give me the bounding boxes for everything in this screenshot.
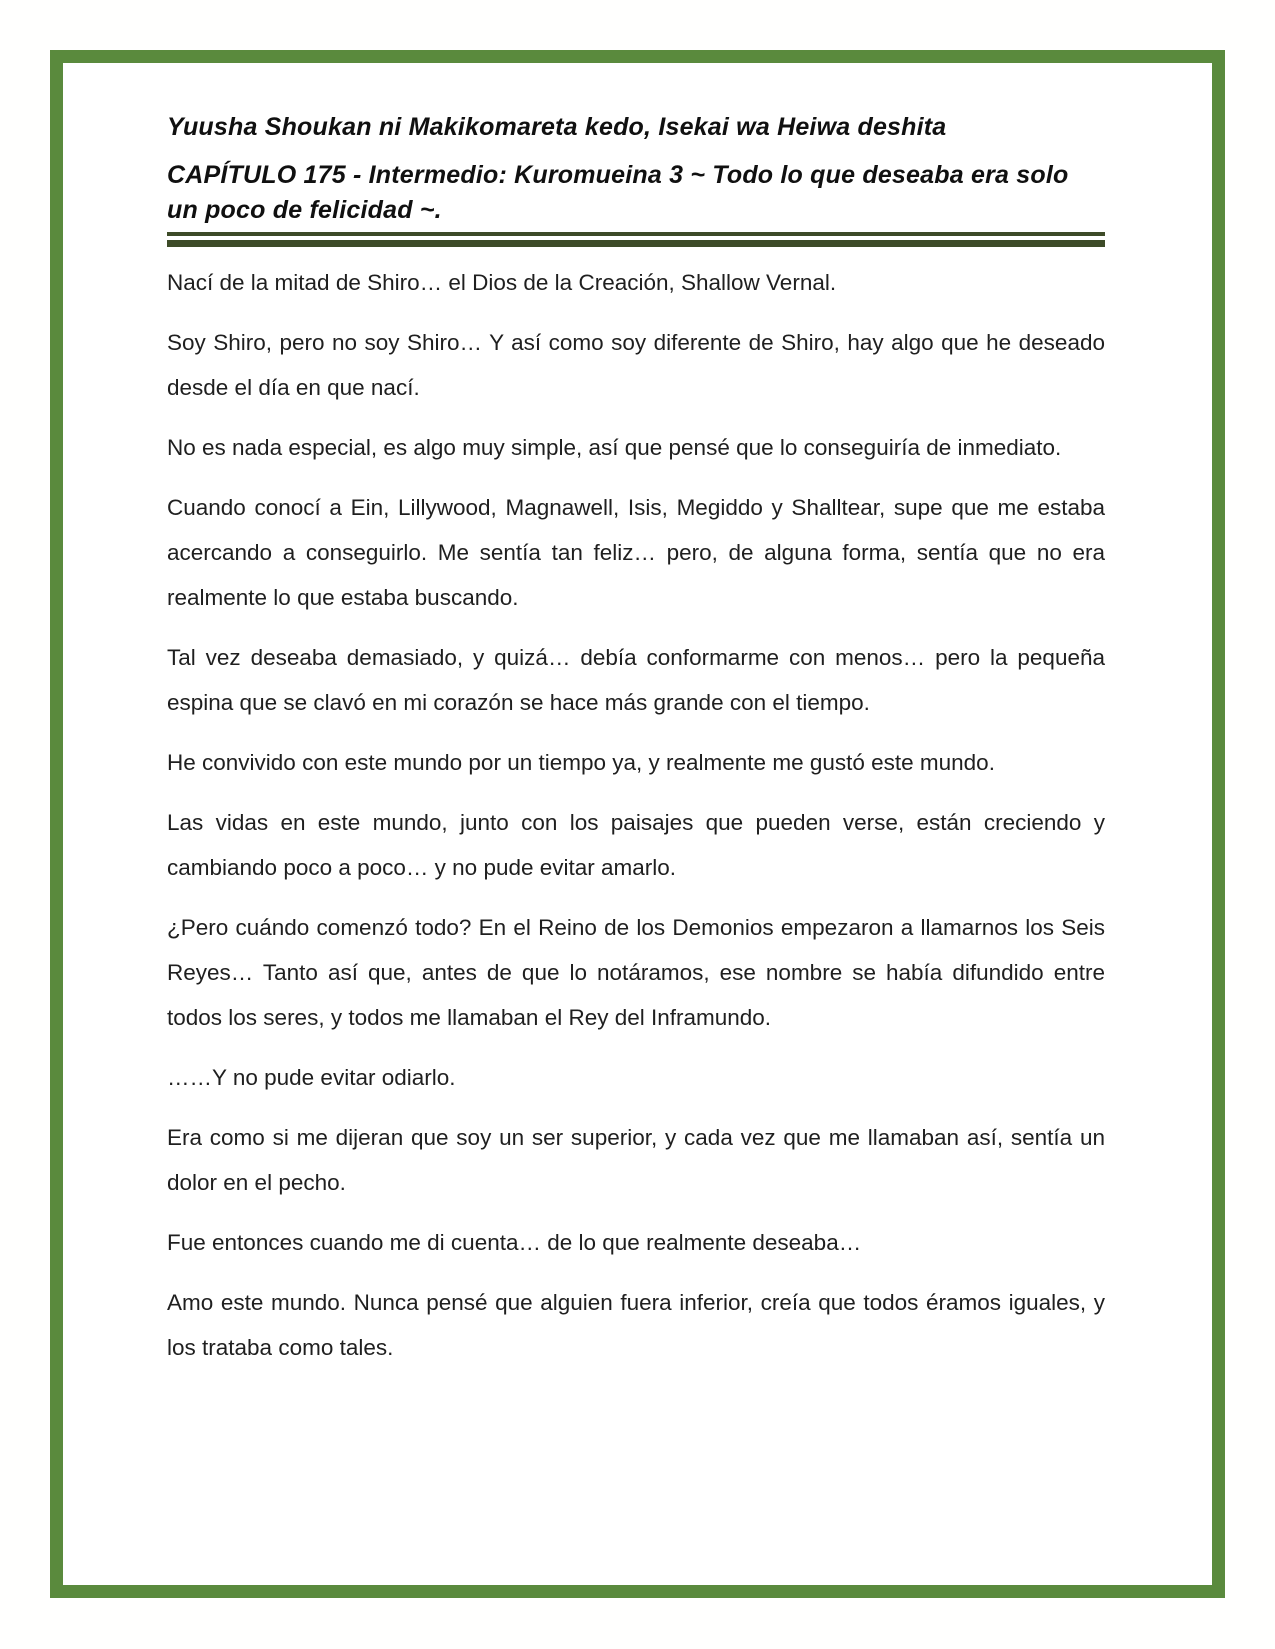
chapter-heading: CAPÍTULO 175 - Intermedio: Kuromueina 3 ~ Todo lo que deseaba era solo un poco de felicidad ~. (167, 161, 1069, 224)
paragraph: Soy Shiro, pero no soy Shiro… Y así como soy diferente de Shiro, hay algo que he deseado desde el día en que nací. (167, 330, 1105, 400)
paragraph: Era como si me dijeran que soy un ser superior, y cada vez que me llamaban así, sentía un dolor en el pecho. (167, 1125, 1105, 1195)
chapter-body (167, 260, 1105, 1370)
paragraph: Cuando conocí a Ein, Lillywood, Magnawell, Isis, Megiddo y Shalltear, supe que me estaba acercando a conseguirlo. Me sentía tan feliz… pero, de alguna forma, sentía que no era realmente lo que estaba buscando. (167, 495, 1105, 610)
paragraph: ……Y no pude evitar odiarlo. (167, 1065, 456, 1090)
paragraph: Tal vez deseaba demasiado, y quizá… debía conformarme con menos… pero la pequeña espina que se clavó en mi corazón se hace más grande con el tiempo. (167, 645, 1105, 715)
heading-divider-rule (167, 232, 1105, 247)
series-title: Yuusha Shoukan ni Makikomareta kedo, Isekai wa Heiwa deshita (167, 113, 947, 141)
paragraph: ¿Pero cuándo comenzó todo? En el Reino de los Demonios empezaron a llamarnos los Seis Reyes… Tanto así que, antes de que lo notáramos, ese nombre se había difundido entre todos los seres, y todos me llamaban el Rey del Inframundo. (167, 915, 1105, 1030)
page-content (167, 112, 1105, 1370)
page-border-frame (50, 50, 1225, 1598)
paragraph: He convivido con este mundo por un tiempo ya, y realmente me gustó este mundo. (167, 750, 995, 775)
paragraph: Fue entonces cuando me di cuenta… de lo que realmente deseaba… (167, 1230, 862, 1255)
paragraph: Amo este mundo. Nunca pensé que alguien fuera inferior, creía que todos éramos iguales, y los trataba como tales. (167, 1290, 1105, 1360)
paragraph: Nací de la mitad de Shiro… el Dios de la Creación, Shallow Vernal. (167, 270, 837, 295)
paragraph: Las vidas en este mundo, junto con los paisajes que pueden verse, están creciendo y cambiando poco a poco… y no pude evitar amarlo. (167, 810, 1105, 880)
paragraph: No es nada especial, es algo muy simple, así que pensé que lo conseguiría de inmediato. (167, 435, 1062, 460)
